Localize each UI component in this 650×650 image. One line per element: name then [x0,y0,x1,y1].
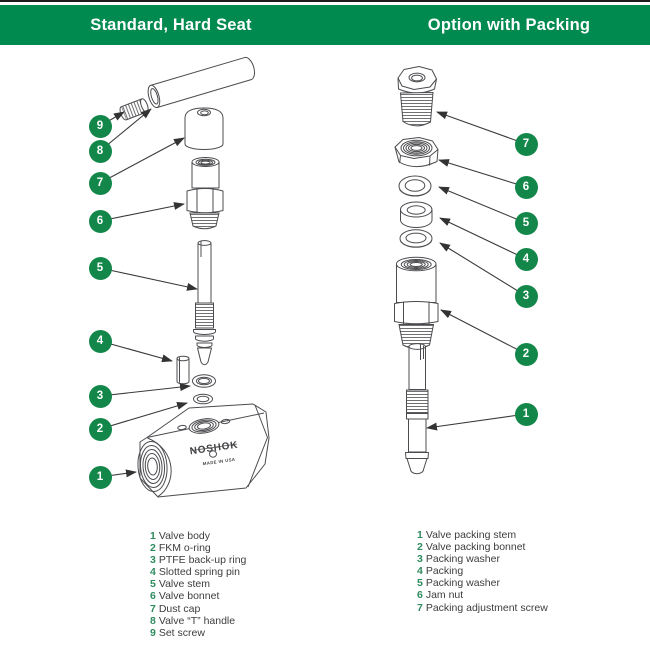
legend-item-9 [150,627,246,639]
callout-right-2: 2 [515,343,538,366]
legend-label: Slotted spring pin [158,566,240,579]
callout-right-6: 6 [515,176,538,199]
legend-label: Valve stem [158,578,211,591]
legend-item-4 [150,566,246,578]
legend-label: PTFE back-up ring [158,554,247,567]
packing-washer-upper-drawing [399,176,431,196]
legend-label: Valve packing bonnet [425,541,526,554]
callout-right-3: 3 [515,285,538,308]
leader-line-right-5 [439,187,526,223]
legend-number: 7 [417,601,423,614]
legend-item-6 [150,590,246,602]
legend-item-5 [417,577,548,589]
legend-label: FKM o-ring [158,542,211,555]
callout-right-7: 7 [515,133,538,156]
legend-number: 5 [150,578,156,591]
leader-line-left-7 [100,138,184,183]
legend-item-8 [150,615,246,627]
left-column-title: Standard, Hard Seat [90,16,252,34]
legend-number: 8 [150,614,156,627]
leader-line-left-6 [100,204,184,221]
callout-left-6: 6 [89,210,112,233]
leader-line-left-5 [100,268,197,289]
leader-line-right-3 [440,243,526,296]
backup-ring-drawing [193,375,216,388]
legend-label: Packing washer [425,577,500,590]
callout-left-2: 2 [89,418,112,441]
leader-lines [100,109,526,477]
legend-number: 5 [417,577,423,590]
leader-line-right-7 [437,112,526,144]
legend-item-4 [417,565,548,577]
legend-number: 1 [150,530,156,542]
legend-item-6 [417,589,548,601]
valve-bonnet-drawing [187,158,223,229]
right-column-title: Option with Packing [427,16,591,34]
legend-number: 3 [417,553,423,566]
callout-left-5: 5 [89,257,112,280]
legend-label: Valve “T” handle [158,614,236,627]
legend-label: Packing adjustment screw [425,601,548,614]
legend-item-7 [150,603,246,615]
legend-label: Valve body [158,530,211,542]
callout-left-3: 3 [89,385,112,408]
legend-number: 9 [150,626,156,639]
callout-left-9: 9 [89,115,112,138]
legend-number: 2 [150,542,156,555]
valve-packing-stem-drawing [406,344,429,474]
legend-item-3 [417,553,548,565]
o-ring-drawing [194,394,213,404]
callout-left-8: 8 [89,140,112,163]
legend-number: 7 [150,602,156,615]
legend-label: Valve bonnet [158,590,220,603]
leader-line-right-4 [440,218,526,259]
legend-number: 6 [150,590,156,603]
legend-number: 4 [150,566,156,579]
legend-label: Valve packing stem [425,529,517,541]
legend-label: Packing [425,565,464,578]
legend-number: 1 [417,529,423,541]
valve-body-origin-text: MADE IN USA [202,456,236,467]
valve-body-brand-text: NOSHOK [189,439,239,458]
legend-item-1 [150,530,246,542]
callout-left-1: 1 [89,466,112,489]
packing-washer-lower-drawing [400,230,432,247]
dust-cap-drawing [185,108,223,150]
legend-number: 3 [150,554,156,567]
t-handle-drawing [146,56,257,109]
callout-right-5: 5 [515,212,538,235]
legend-label: Jam nut [425,589,464,602]
legend-label: Set screw [158,626,205,639]
jam-nut-drawing [395,138,438,167]
leader-line-right-2 [441,310,526,354]
packing-adjustment-screw-drawing [398,67,437,126]
valve-stem-drawing [194,241,216,365]
spring-pin-drawing [177,356,189,384]
packing-drawing [401,202,433,228]
callout-right-4: 4 [515,248,538,271]
legend-item-7 [417,602,548,614]
legend-label: Packing washer [425,553,500,566]
legend-number: 4 [417,565,423,578]
set-screw-drawing [118,98,149,121]
valve-body-drawing [136,404,269,497]
callout-right-1: 1 [515,403,538,426]
leader-line-right-1 [427,414,526,428]
leader-line-left-3 [100,386,190,396]
left-legend [150,530,246,639]
legend-item-1 [417,529,548,541]
leader-line-right-6 [439,160,526,187]
valve-packing-bonnet-drawing [395,257,439,348]
callout-left-4: 4 [89,330,112,353]
legend-item-5 [150,578,246,590]
legend-number: 6 [417,589,423,602]
legend-number: 2 [417,541,423,554]
callout-left-7: 7 [89,172,112,195]
legend-item-2 [417,541,548,553]
legend-item-2 [150,542,246,554]
legend-item-3 [150,554,246,566]
legend-label: Dust cap [158,602,201,615]
right-legend [417,529,548,614]
